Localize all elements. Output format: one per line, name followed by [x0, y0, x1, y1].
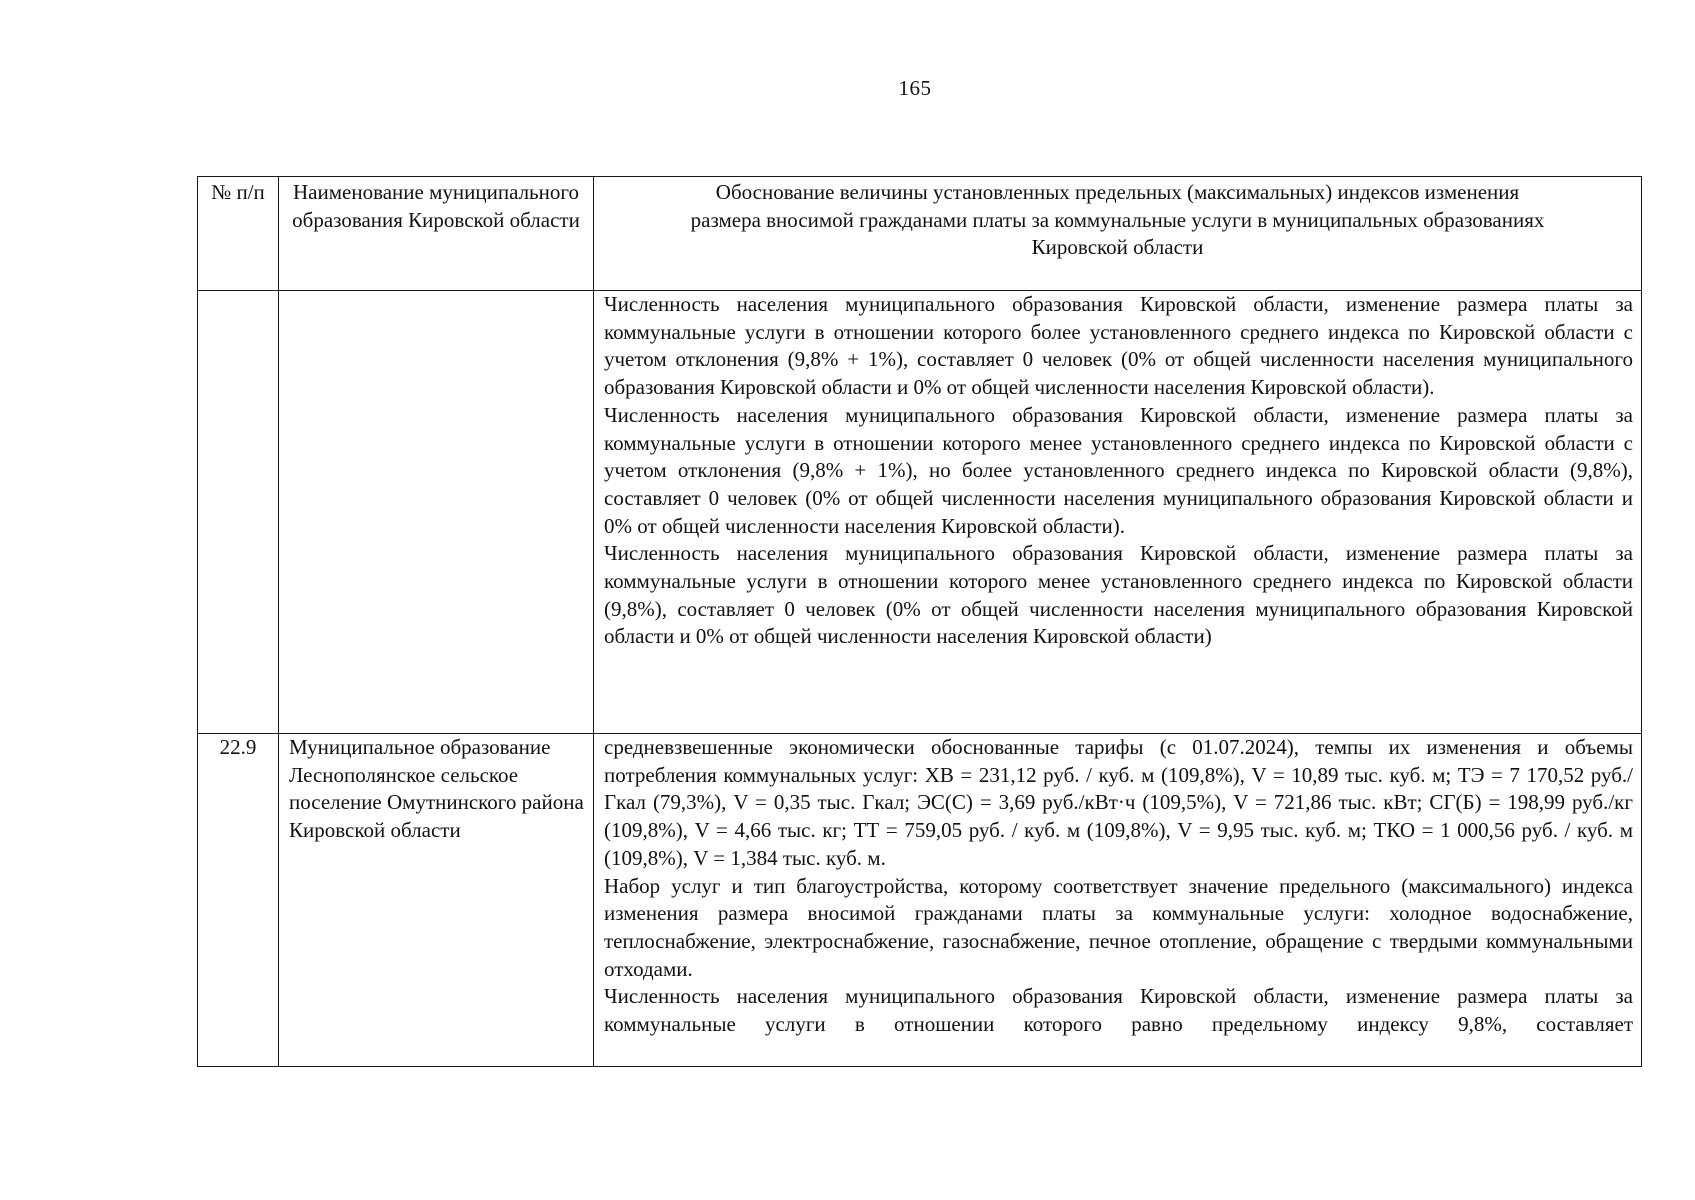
justification-paragraph: Численность населения муниципального образования Кировской области, изменение размера платы за коммунальные услуги в отношении которого равно предельному индексу 9,8%, составляет — [604, 984, 1633, 1037]
row-name: Муниципальное образование Леснополянское сельское поселение Омутнинского района Кировской области — [289, 735, 584, 843]
header-justification — [594, 177, 1642, 291]
row-num-cell — [198, 734, 279, 1067]
header-name — [279, 177, 594, 291]
table-row — [198, 291, 1642, 734]
row-justification-cell — [594, 291, 1642, 734]
justification-paragraph: Численность населения муниципального образования Кировской области, изменение размера платы за коммунальные услуги в отношении которого менее установленного среднего индекса по Кировской области (9,8%), составляет 0 человек (0% от общей численности населения муниципального образования Кировской области и 0% от общей численности населения Кировской области) — [604, 541, 1633, 649]
row-name-cell — [279, 734, 594, 1067]
justification-paragraph: средневзвешенные экономически обоснованные тарифы (с 01.07.2024), темпы их изменения и объемы потребления коммунальных услуг: ХВ = 231,12 руб. / куб. м (109,8%), V = 10,89 тыс. куб. м; ТЭ = 7 170,52 руб./Гкал (79,3%), V = 0,35 тыс. Гкал; ЭС(С) = 3,69 руб./кВт·ч (109,5%), V = 721,86 тыс. кВт; СГ(Б) = 198,99 руб./кг (109,8%), V = 4,66 тыс. кг; ТТ = 759,05 руб. / куб. м (109,8%), V = 9,95 тыс. куб. м; ТКО = 1 000,56 руб. / куб. м (109,8%), V = 1,384 тыс. куб. м. — [604, 735, 1633, 870]
row-num: 22.9 — [219, 735, 257, 759]
row-num-cell — [198, 291, 279, 734]
header-num-label: № п/п — [211, 180, 265, 204]
table-row — [198, 734, 1642, 1067]
justification-paragraph: Набор услуг и тип благоустройства, которому соответствует значение предельного (максимального) индекса изменения размера вносимой гражданами платы за коммунальные услуги: холодное водоснабжение, теплоснабжение, электроснабжение, газоснабжение, печное отопление, обращение с твердыми коммунальными отходами. — [604, 873, 1633, 981]
justification-paragraph: Численность населения муниципального образования Кировской области, изменение размера платы за коммунальные услуги в отношении которого менее установленного среднего индекса по Кировской области с учетом отклонения (9,8% + 1%), но более установленного среднего индекса по Кировской области (9,8%), составляет 0 человек (0% от общей численности населения муниципального образования Кировской области и 0% от общей численности населения Кировской области). — [604, 402, 1633, 538]
header-name-label: Наименование муниципального образования Кировской области — [292, 180, 580, 232]
row-name-cell — [279, 291, 594, 734]
page-number: 165 — [898, 76, 932, 100]
header-num — [198, 177, 279, 291]
row-justification-cell — [594, 734, 1642, 1067]
justification-paragraph: Численность населения муниципального образования Кировской области, изменение размера платы за коммунальные услуги в отношении которого более установленного среднего индекса по Кировской области с учетом отклонения (9,8% + 1%), составляет 0 человек (0% от общей численности населения муниципального образования Кировской области и 0% от общей численности населения Кировской области). — [604, 292, 1633, 400]
table-header-row — [198, 177, 1642, 291]
justification-table — [197, 176, 1642, 1067]
header-justification-label: Обоснование величины установленных предельных (максимальных) индексов изменения размера вносимой гражданами платы за коммунальные услуги в муниципальных образованиях Кировской области — [690, 180, 1545, 260]
